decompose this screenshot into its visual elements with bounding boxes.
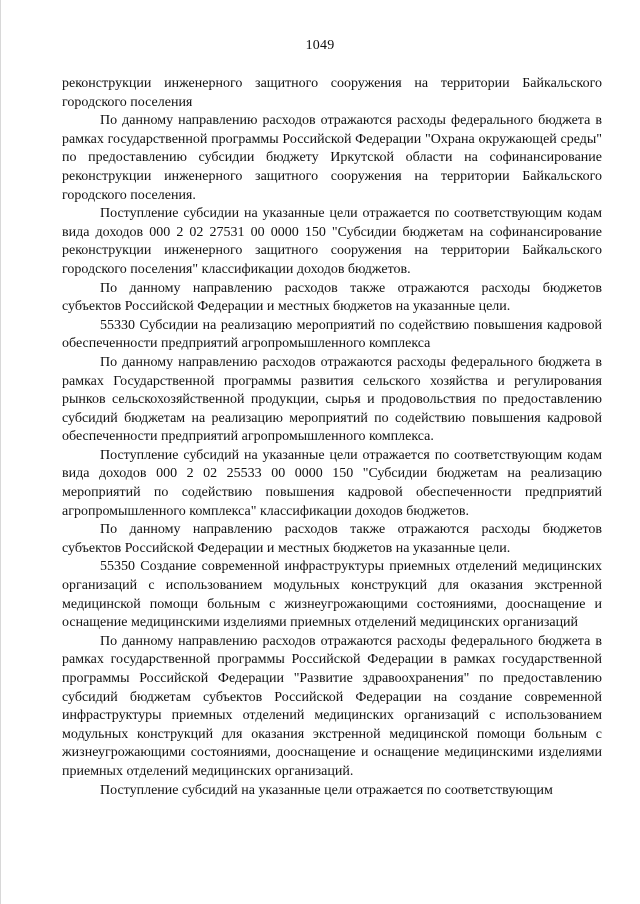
paragraph: По данному направлению расходов отражаются расходы федерального бюджета в рамках государственной программы Российской Федерации в рамках государственной программы Российской Федерации "Развитие здравоохранения" по предоставлению субсидий бюджетам субъектов Российской Федерации на создание современной инфраструктуры приемных отделений медицинских организаций с использованием модульных конструкций для оказания экстренной медицинской помощи больным с жизнеугрожающими состояниями, дооснащение и оснащение медицинскими изделиями приемных отделений медицинских организаций. [62,633,602,779]
scan-edge [0,0,1,904]
section-heading-55350: 55350 Создание современной инфраструктуры приемных отделений медицинских организаций с использованием модульных конструкций для оказания экстренной медицинской помощи больным с жизнеугрожающими состояниями, дооснащение и оснащение медицинскими изделиями приемных отделений медицинских организаций [62,559,602,631]
paragraph: Поступление субсидий на указанные цели отражается по соответствующим [100,782,553,798]
paragraph: Поступление субсидии на указанные цели отражается по соответствующим кодам вида доходов 000 2 02 27531 00 0000 150 "Субсидии бюджетам на софинансирование реконструкции инженерного защитного сооружения на территории Байкальского городского поселения" классификации доходов бюджетов. [62,206,602,277]
page-number: 1049 [305,38,335,53]
document-body [62,75,602,800]
paragraph: Поступление субсидий на указанные цели отражается по соответствующим кодам вида доходов 000 2 02 25533 00 0000 150 "Субсидии бюджетам на реализацию мероприятий по содействию повышения кадровой обеспеченности предприятий агропромышленного комплекса" классификации доходов бюджетов. [62,447,602,519]
paragraph: По данному направлению расходов также отражаются расходы бюджетов субъектов Российской Федерации и местных бюджетов на указанные цели. [62,522,602,556]
paragraph-continuation: реконструкции инженерного защитного сооружения на территории Байкальского городского поселения [62,76,602,110]
paragraph: По данному направлению расходов также отражаются расходы бюджетов субъектов Российской Федерации и местных бюджетов на указанные цели. [62,280,602,315]
paragraph: По данному направлению расходов отражаются расходы федерального бюджета в рамках Государственной программы развития сельского хозяйства и регулирования рынков сельскохозяйственной продукции, сырья и продовольствия по предоставлению субсидий бюджетам на реализацию мероприятий по содействию повышения кадровой обеспеченности предприятий агропромышленного комплекса. [62,354,602,445]
paragraph: По данному направлению расходов отражаются расходы федерального бюджета в рамках государственной программы Российской Федерации "Охрана окружающей среды" по предоставлению субсидии бюджету Иркутской области на софинансирование реконструкции инженерного защитного сооружения на территории Байкальского городского поселения. [62,113,602,203]
section-heading-55330: 55330 Субсидии на реализацию мероприятий по содействию повышения кадровой обеспеченности предприятий агропромышленного комплекса [62,317,602,352]
